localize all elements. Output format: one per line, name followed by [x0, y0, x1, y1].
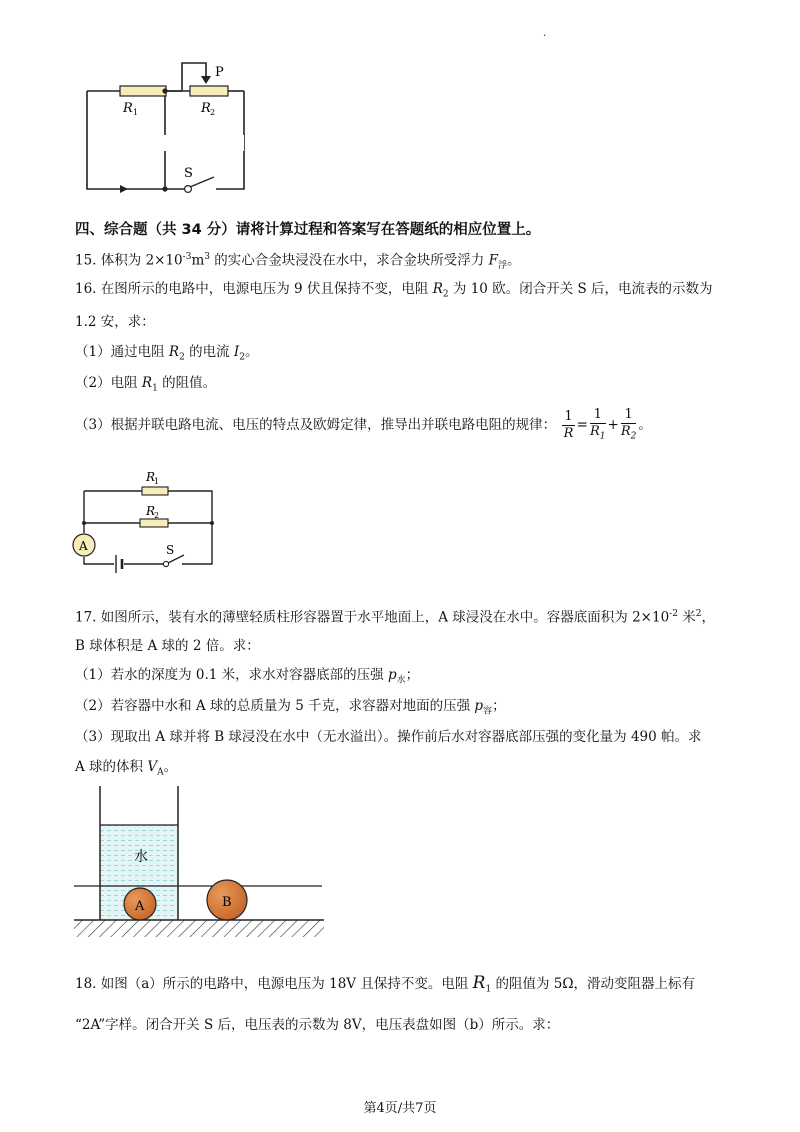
question-17-part-2: （2）若容器中水和 A 球的总质量为 5 千克，求容器对地面的压强 $p_容$；	[75, 698, 506, 717]
ball-a-label: A	[135, 899, 145, 914]
svg-text:R: R	[146, 470, 156, 484]
question-17-part-1: （1）若水的深度为 0.1 米，求水对容器底部的压强 $p_水$；	[75, 667, 420, 686]
switch-pivot	[163, 561, 168, 566]
question-18-line-1: 18. 如图（a）所示的电路中，电源电压为 18V 且保持不变。电阻 $R_1$ 的阻值为 5Ω，滑动变阻器上标有	[75, 973, 696, 995]
resistor-r1	[120, 86, 166, 96]
ground	[74, 920, 324, 937]
label-r1-sub: 1	[133, 108, 139, 117]
label-r1: R	[123, 101, 133, 116]
slider-arrow	[201, 76, 211, 84]
svg-text:S: S	[166, 543, 175, 557]
formula-fraction-r1: $\frac{1}{R_1}$	[589, 406, 606, 442]
ammeter-label: A	[79, 539, 88, 553]
label-r2: R	[201, 101, 211, 116]
circuit-figure-1	[80, 58, 260, 198]
container-figure	[72, 783, 327, 943]
svg-text:1: 1	[154, 477, 160, 486]
question-16-part-2: （2）电阻 $R_1$ 的阻值。	[75, 375, 217, 394]
ball-b-label: B	[222, 895, 232, 910]
question-17-line-1: 17. 如图所示，装有水的薄壁轻质柱形容器置于水平地面上，A 球浸没在水中。容器底面积为 $2\times 10^{-2}$ 米$^2$，	[75, 609, 715, 626]
label-r2-sub: 2	[210, 108, 216, 117]
question-18-line-2: “2A”字样。闭合开关 S 后，电压表的示数为 8V，电压表盘如图（b）所示。求：	[75, 1017, 560, 1033]
current-arrow	[120, 185, 128, 193]
circuit-figure-2	[72, 463, 222, 583]
junction-dot	[82, 521, 86, 525]
resistor-r1	[142, 487, 168, 495]
formula-fraction-r2: $\frac{1}{R_2}$	[620, 406, 637, 442]
question-16-part-1: （1）通过电阻 $R_2$ 的电流 $I_2$。	[75, 344, 259, 363]
water-label: 水	[134, 849, 148, 865]
page-footer: 第4页/共7页	[363, 1101, 437, 1116]
formula-fraction-total: $\frac{1}{R}$	[563, 409, 574, 441]
question-16-part-3: （3）根据并联电路电流、电压的特点及欧姆定律，推导出并联电路电阻的规律： $\frac{1}{R}$ = $\frac{1}{R_1}$ + $\frac{1}{R_2}$ 。	[75, 405, 652, 445]
question-17-part-3: （3）现取出 A 球并将 B 球浸没在水中（无水溢出）。操作前后水对容器底部压强的变化量为 490 帕。求	[75, 729, 702, 745]
junction-dot	[162, 88, 167, 93]
question-17-part-3-cont: A 球的体积 $V_A$。	[75, 759, 178, 778]
label-s: S	[184, 166, 193, 181]
question-15: 15. 体积为 $2\times 10^{-3}m^3$ 的实心合金块浸没在水中，求合金块所受浮力 $F_浮$。	[75, 252, 521, 272]
junction-dot	[210, 521, 214, 525]
question-16-line-2: 1.2 安，求：	[75, 314, 155, 330]
junction-dot	[162, 186, 167, 191]
resistor-r2	[140, 519, 168, 527]
svg-text:2: 2	[154, 511, 160, 520]
question-17-line-2: B 球体积是 A 球的 2 倍。求：	[75, 638, 260, 654]
question-16-line-1: 16. 在图所示的电路中，电源电压为 9 伏且保持不变，电阻 $R_2$ 为 10 欧。闭合开关 S 后，电流表的示数为	[75, 281, 713, 300]
resistor-r2	[190, 86, 228, 96]
label-p: P	[215, 65, 224, 80]
svg-text:R: R	[146, 504, 156, 518]
top-dot: .	[543, 28, 547, 39]
section-4-title: 四、综合题（共 34 分）请将计算过程和答案写在答题纸的相应位置上。	[75, 222, 541, 238]
